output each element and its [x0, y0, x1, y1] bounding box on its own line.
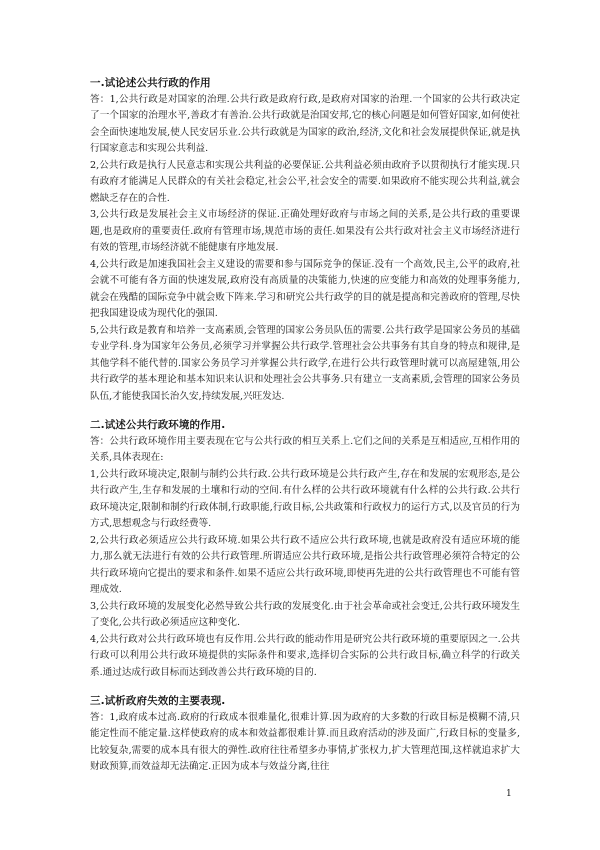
section-heading: 一.试论述公共行政的作用	[90, 77, 211, 89]
section-heading: 三.试析政府失效的主要表现.	[90, 695, 226, 707]
paragraph: 2,公共行政必须适应公共行政环境.如果公共行政不适应公共行政环境,也就是政府没有适应环境的能力,那么就无法进行有效的公共行政管理.所谓适应公共行政环境,是指公共行政管理必须符合特定的公共行政环境向它提出的要求和条件.如果不适应公共行政环境,即使再先进的公共行政管理也不可能有管理成效.	[90, 534, 520, 595]
paragraph: 2,公共行政是执行人民意志和实现公共利益的必要保证.公共利益必须由政府予以贯彻执行才能实现.只有政府才能满足人民群众的有关社会稳定,社会公平,社会安全的需要.如果政府不能实现公共利益,就会燃缺乏存在的合性.	[90, 159, 520, 204]
section-spacer	[90, 405, 520, 417]
paragraph: 答：1,政府成本过高.政府的行政成本很难量化,很难计算.因为政府的大多数的行政目标是模糊不清,只能定性而不能定量.这样使政府的成本和效益都很难计算.而且政府活动的涉及面广,行政目标的变量多,比较复杂,需要的成本具有很大的弹性.政府往往希望多办事情,扩张权力,扩大管理范围,这样就追求扩大财政预算,而效益却无法确定.正因为成本与效益分离,往往	[90, 711, 520, 772]
section-2	[90, 417, 520, 681]
section-3	[90, 693, 520, 776]
section-1	[90, 75, 520, 405]
document-page	[90, 75, 520, 776]
paragraph: 1,公共行政环境决定,限制与制约公共行政.公共行政环境是公共行政产生,存在和发展的宏观形态,是公共行政产生,生存和发展的土壤和行动的空间.有什么样的公共行政环境就有什么样的公共行政.公共行政环境决定,限制和制约行政体制,行政职能,行政目标,公共政策和行政权力的运行方式,以及官员的行为方式,思想观念与行政经费等.	[90, 468, 520, 529]
paragraph: 4,公共行政对公共行政环境也有反作用.公共行政的能动作用是研究公共行政环境的重要原因之一.公共行政可以利用公共行政环境提供的实际条件和要求,选择切合实际的公共行政目标,确立科学的行政关系.通过达成行政目标而达到改善公共行政环境的目的.	[90, 633, 520, 678]
paragraph: 答：公共行政环境作用主要表现在它与公共行政的相互关系上.它们之间的关系是互相适应,互相作用的关系,具体表现在:	[90, 435, 520, 463]
page-number: 1	[506, 789, 512, 799]
section-heading: 二.试述公共行政环境的作用.	[90, 419, 226, 431]
paragraph: 3,公共行政是发展社会主义市场经济的保证.正确处理好政府与市场之间的关系,是公共行政的重要课题,也是政府的重要责任.政府有管理市场,规范市场的责任.如果没有公共行政对社会主义市场经济进行有效的管理,市场经济就不能健康有序地发展.	[90, 209, 520, 253]
paragraph: 3,公共行政环境的发展变化必然导致公共行政的发展变化.由于社会革命或社会变迁,公共行政环境发生了变化,公共行政必须适应这种变化.	[90, 600, 520, 628]
paragraph: 答：1,公共行政是对国家的治理.公共行政是政府行政,是政府对国家的治理.一个国家的公共行政决定了一个国家的治理水平,善政才有善治.公共行政就是治国安邦,它的核心问题是如何管好国家,如何使社会全面快速地发展,使人民安居乐业.公共行政就是为国家的政治,经济,文化和社会发展提供保证,就是执行国家意志和实现公共利益.	[90, 93, 520, 154]
section-spacer	[90, 681, 520, 693]
paragraph: 4,公共行政是加速我国社会主义建设的需要和参与国际竞争的保证.没有一个高效,民主,公平的政府,社会就不可能有各方面的快速发展,政府没有高质量的决策能力,快速的应变能力和高效的处理事务能力,就会在残酷的国际竞争中就会败下阵来.学习和研究公共行政学的目的就是提高和完善政府的管理,尽快把我国建设成为现代化的强国.	[90, 258, 520, 319]
paragraph: 5,公共行政是教育和培养一支高素质,会管理的国家公务员队伍的需要.公共行政学是国家公务员的基础专业学科.身为国家年公务员,必须学习并掌握公共行政学.管理社会公共事务有其自身的特点和规律,是其他学科不能代替的.国家公务员学习并掌握公共行政学,在进行公共行政管理时就可以高屋建瓴,用公共行政学的基本理论和基本知识来认识和处理社会公共事务.只有建立一支高素质,会管理的国家公务员队伍,才能使我国长治久安,持续发展,兴旺发达.	[90, 324, 520, 402]
